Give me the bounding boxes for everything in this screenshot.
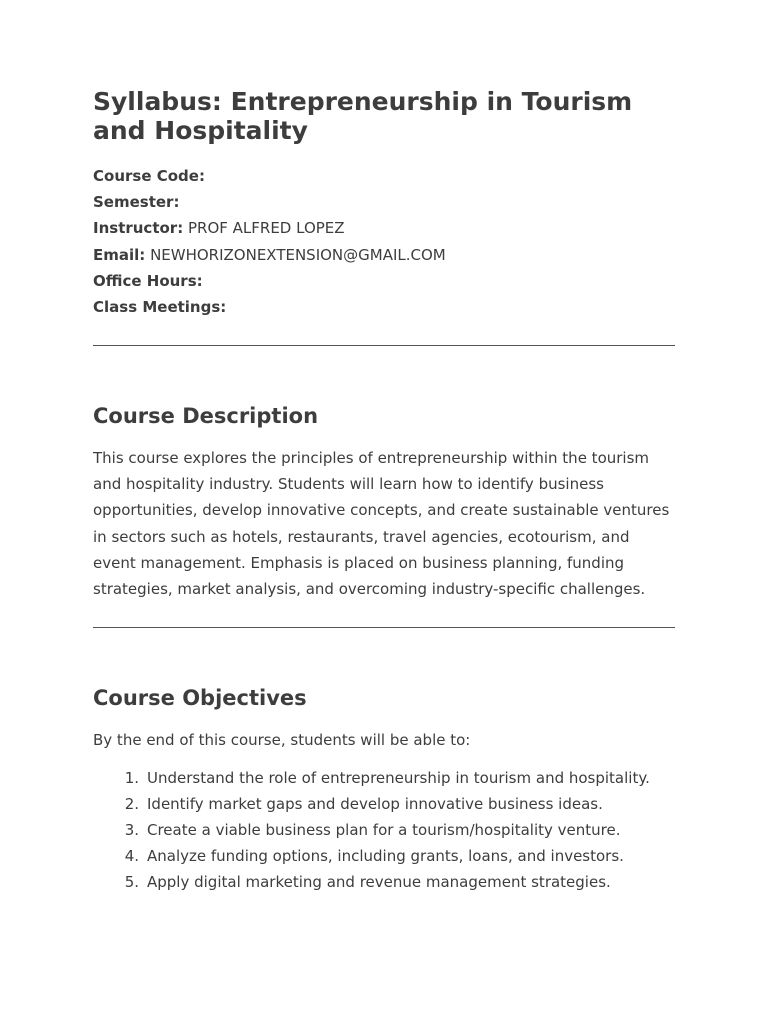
instructor-value: PROF ALFRED LOPEZ: [187, 219, 345, 238]
email-row: [93, 242, 675, 268]
list-item-text: Analyze funding options, including grants, loans, and investors.: [147, 847, 624, 866]
document-title: Syllabus: Entrepreneurship in Tourism and Hospitality: [93, 87, 633, 145]
list-item-number: 5.: [124, 873, 139, 892]
office-hours-row: [93, 268, 675, 294]
list-item-number: 3.: [124, 821, 139, 840]
section-divider: [93, 627, 675, 628]
class-meetings-row: [93, 294, 675, 320]
list-item-number: 4.: [124, 847, 139, 866]
course-objectives-heading: Course Objectives: [93, 685, 307, 710]
instructor-row: [93, 215, 675, 241]
list-item: [93, 765, 675, 791]
list-item: [93, 843, 675, 869]
semester-row: [93, 189, 675, 215]
course-description-text: This course explores the principles of entrepreneurship within the tourism and hospitality industry. Students will learn how to identify business opportunities, develop innovative concepts, and create sustainable ventures in sectors such as hotels, restaurants, travel agencies, ecotourism, and event management. Emphasis is placed on business planning, funding strategies, market analysis, and overcoming industry-specific challenges.: [93, 449, 670, 598]
list-item: [93, 791, 675, 817]
course-info: [93, 163, 675, 320]
list-item-number: 1.: [124, 768, 139, 787]
email-label: Email:: [93, 245, 146, 264]
email-value: NEWHORIZONEXTENSION@GMAIL.COM: [150, 245, 446, 264]
semester-label: Semester:: [93, 193, 180, 212]
list-item-text: Apply digital marketing and revenue management strategies.: [147, 873, 611, 892]
list-item: [93, 817, 675, 843]
list-item-text: Identify market gaps and develop innovative business ideas.: [147, 794, 603, 813]
list-item: [93, 869, 675, 895]
office-hours-label: Office Hours:: [93, 271, 203, 290]
list-item-text: Create a viable business plan for a tourism/hospitality venture.: [147, 821, 621, 840]
list-item-text: Understand the role of entrepreneurship in tourism and hospitality.: [147, 768, 650, 787]
course-code-label: Course Code:: [93, 167, 205, 185]
objectives-list: [93, 765, 675, 895]
course-code-row: [93, 163, 675, 189]
objectives-intro: By the end of this course, students will be able to:: [93, 730, 471, 749]
course-description-heading: Course Description: [93, 404, 319, 429]
instructor-label: Instructor:: [93, 219, 184, 238]
list-item-number: 2.: [124, 794, 139, 813]
section-divider: [93, 345, 675, 346]
class-meetings-label: Class Meetings:: [93, 298, 227, 317]
